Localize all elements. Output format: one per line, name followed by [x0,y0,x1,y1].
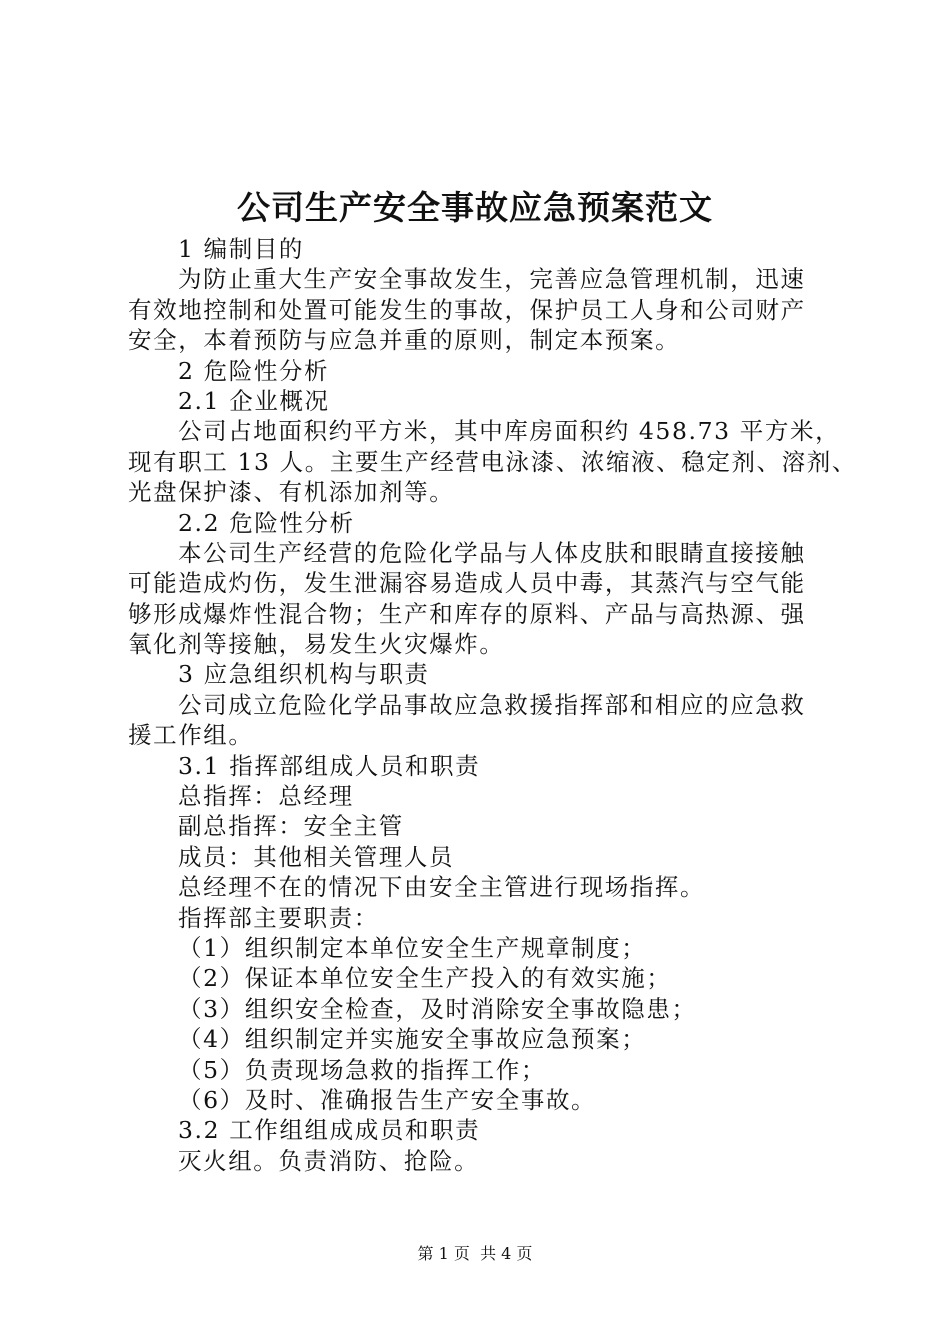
text-line: 3.1 指挥部组成人员和职责 [178,751,481,780]
text-line: 光盘保护漆、有机添加剂等。 [128,478,455,507]
text-line: 2.2 危险性分析 [178,508,355,537]
text-line: 本公司生产经营的危险化学品与人体皮肤和眼睛直接接触 [178,538,806,567]
text-line: （6）及时、准确报告生产安全事故。 [178,1085,597,1114]
text-line: 安全，本着预防与应急并重的原则，制定本预案。 [128,326,681,355]
text-line: （2）保证本单位安全生产投入的有效实施； [178,964,672,993]
text-line: 2 危险性分析 [178,356,330,385]
text-line: 3.2 工作组组成成员和职责 [178,1116,481,1145]
text-line: 援工作组。 [128,721,254,750]
document-title: 公司生产安全事故应急预案范文 [237,188,713,227]
text-line: （5）负责现场急救的指挥工作； [178,1055,546,1084]
text-line: 够形成爆炸性混合物；生产和库存的原料、产品与高热源、强 [128,599,806,628]
text-line: 总经理不在的情况下由安全主管进行现场指挥。 [178,873,706,902]
text-line: 3 应急组织机构与职责 [178,660,430,689]
text-line: 副总指挥：安全主管 [178,812,404,841]
text-line: 公司成立危险化学品事故应急救援指挥部和相应的应急救 [178,690,806,719]
text-line: 灭火组。负责消防、抢险。 [178,1146,480,1175]
text-line: 1 编制目的 [178,235,305,263]
text-line: （4）组织制定并实施安全事故应急预案； [178,1025,647,1054]
text-line: 氧化剂等接触，易发生火灾爆炸。 [128,630,505,659]
text-line: 现有职工 13 人。主要生产经营电泳漆、浓缩液、稳定剂、溶剂、 [128,447,857,476]
text-line: 有效地控制和处置可能发生的事故，保护员工人身和公司财产 [128,295,806,324]
text-line: 为防止重大生产安全事故发生，完善应急管理机制，迅速 [178,265,806,294]
text-line: 2.1 企业概况 [178,386,330,415]
text-line: （1）组织制定本单位安全生产规章制度； [178,933,647,962]
text-line: 可能造成灼伤，发生泄漏容易造成人员中毒，其蒸汽与空气能 [128,569,806,598]
page-number-label: 第 1 页 共 4 页 [417,1244,533,1263]
page-footer [0,1242,950,1266]
text-line: （3）组织安全检查，及时消除安全事故隐患； [178,994,697,1023]
text-line: 公司占地面积约平方米，其中库房面积约 458.73 平方米， [178,417,841,446]
text-line: 成员：其他相关管理人员 [178,842,455,871]
text-line: 总指挥：总经理 [178,782,354,811]
text-line: 指挥部主要职责： [178,903,379,932]
document-body [128,234,857,1176]
